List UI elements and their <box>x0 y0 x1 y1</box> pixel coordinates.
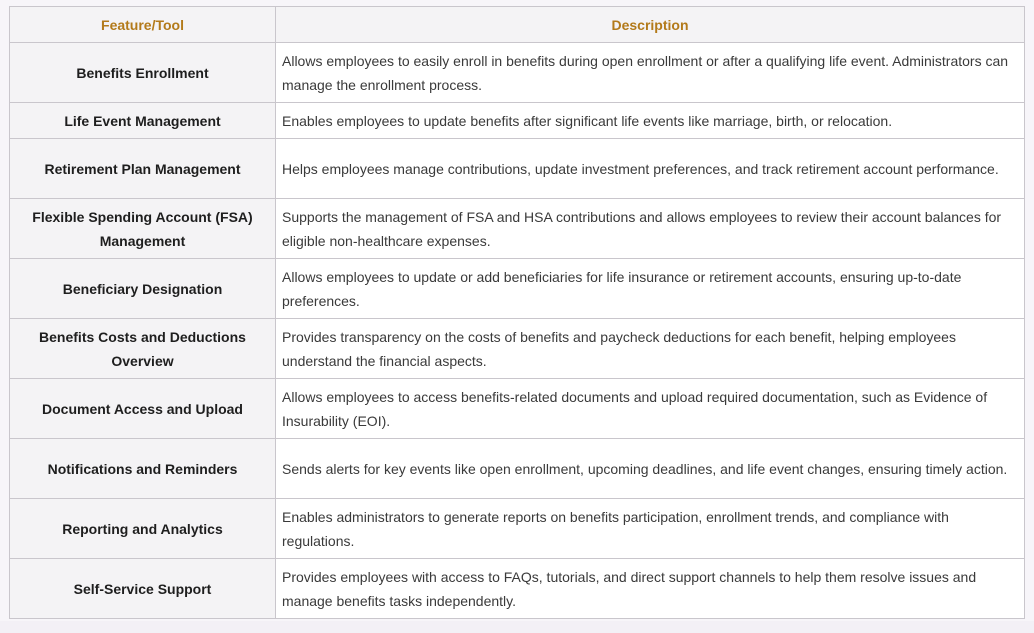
table-header-row <box>10 7 1025 43</box>
table-row <box>10 319 1025 379</box>
page-bottom-strip <box>0 621 1034 633</box>
table-row <box>10 499 1025 559</box>
description-cell: Enables administrators to generate reports on benefits participation, enrollment trends, and compliance with regulations. <box>276 499 1025 559</box>
feature-cell: Life Event Management <box>10 103 276 139</box>
table-row <box>10 259 1025 319</box>
table-row <box>10 559 1025 619</box>
description-cell: Helps employees manage contributions, update investment preferences, and track retirement account performance. <box>276 139 1025 199</box>
description-cell: Provides transparency on the costs of benefits and paycheck deductions for each benefit, helping employees understand the financial aspects. <box>276 319 1025 379</box>
table-row <box>10 103 1025 139</box>
feature-cell: Benefits Costs and Deductions Overview <box>10 319 276 379</box>
table-row <box>10 139 1025 199</box>
table-row <box>10 199 1025 259</box>
feature-cell: Reporting and Analytics <box>10 499 276 559</box>
header-description: Description <box>276 7 1025 43</box>
description-cell: Supports the management of FSA and HSA contributions and allows employees to review their account balances for eligible non-healthcare expenses. <box>276 199 1025 259</box>
table-row <box>10 379 1025 439</box>
description-cell: Allows employees to easily enroll in benefits during open enrollment or after a qualifying life event. Administrators can manage the enrollment process. <box>276 43 1025 103</box>
description-cell: Allows employees to update or add beneficiaries for life insurance or retirement accounts, ensuring up-to-date preferences. <box>276 259 1025 319</box>
feature-cell: Beneficiary Designation <box>10 259 276 319</box>
table-row <box>10 43 1025 103</box>
description-cell: Sends alerts for key events like open enrollment, upcoming deadlines, and life event changes, ensuring timely action. <box>276 439 1025 499</box>
feature-cell: Notifications and Reminders <box>10 439 276 499</box>
feature-cell: Self-Service Support <box>10 559 276 619</box>
features-table <box>9 6 1025 619</box>
header-feature-tool: Feature/Tool <box>10 7 276 43</box>
table-row <box>10 439 1025 499</box>
description-cell: Provides employees with access to FAQs, tutorials, and direct support channels to help them resolve issues and manage benefits tasks independently. <box>276 559 1025 619</box>
description-cell: Enables employees to update benefits after significant life events like marriage, birth, or relocation. <box>276 103 1025 139</box>
feature-cell: Flexible Spending Account (FSA) Management <box>10 199 276 259</box>
feature-cell: Retirement Plan Management <box>10 139 276 199</box>
feature-cell: Benefits Enrollment <box>10 43 276 103</box>
feature-cell: Document Access and Upload <box>10 379 276 439</box>
description-cell: Allows employees to access benefits-related documents and upload required documentation, such as Evidence of Insurability (EOI). <box>276 379 1025 439</box>
